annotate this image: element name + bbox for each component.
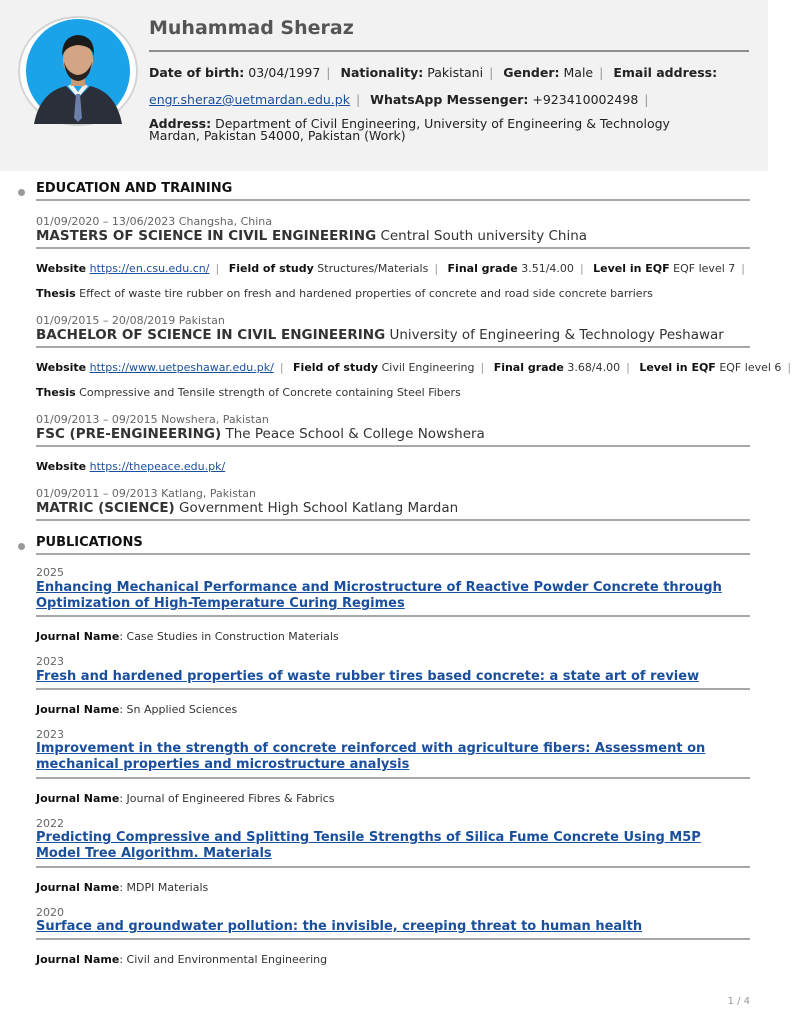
education-institution: University of Engineering & Technology Peshawar (389, 327, 724, 343)
publication-journal: Journal Name: MDPI Materials (36, 881, 209, 894)
candidate-name: Muhammad Sheraz (149, 17, 354, 39)
personal-info-line-1: Date of birth: 03/04/1997 | Nationality: Pakistani | Gender: Male | Email address: (149, 65, 718, 80)
publications-section-title: PUBLICATIONS (36, 535, 143, 550)
education-details: Website https://www.uetpeshawar.edu.pk/ | Field of study Civil Engineering | Final grade 3.68/4.00 | Level in EQF EQF level 6 | (36, 361, 792, 374)
journal-value: MDPI Materials (126, 881, 209, 894)
entry-divider (36, 247, 750, 249)
journal-label: Journal Name (36, 953, 120, 966)
field-label: Field of study (228, 262, 314, 275)
publication-title-link[interactable]: Fresh and hardened properties of waste rubber tires based concrete: a state art of review (36, 669, 700, 684)
education-title (36, 327, 724, 343)
journal-value: Sn Applied Sciences (126, 703, 238, 716)
address-label: Address: (149, 116, 212, 131)
education-degree: MATRIC (SCIENCE) (36, 500, 175, 516)
whatsapp-label: WhatsApp Messenger: (370, 92, 529, 107)
education-institution: Central South university China (380, 228, 588, 244)
page-number: 1 / 4 (727, 996, 750, 1007)
thesis-label: Thesis (36, 386, 76, 399)
entry-divider (36, 445, 750, 447)
journal-label: Journal Name (36, 703, 120, 716)
grade-label: Final grade (447, 262, 518, 275)
nationality-value: Pakistani (427, 65, 484, 80)
entry-divider (36, 519, 750, 521)
publication-year: 2023 (36, 655, 64, 668)
education-date: 01/09/2015 – 20/08/2019 Pakistan (36, 314, 225, 327)
section-bullet (18, 543, 25, 550)
field-label: Field of study (293, 361, 379, 374)
education-degree: BACHELOR OF SCIENCE IN CIVIL ENGINEERING (36, 327, 386, 343)
education-degree: FSC (PRE-ENGINEERING) (36, 426, 222, 442)
website-label: Website (36, 262, 87, 275)
publication-title-link[interactable]: Improvement in the strength of concrete reinforced with agriculture fibers: Assessment on mechanical properties and microstructure analysis (36, 741, 706, 772)
profile-photo (18, 16, 138, 126)
entry-divider (36, 866, 750, 868)
journal-value: Civil and Environmental Engineering (126, 953, 328, 966)
thesis-value: Effect of waste tire rubber on fresh and hardened properties of concrete and road side concrete barriers (79, 287, 653, 300)
journal-label: Journal Name (36, 881, 120, 894)
eqf-value: EQF level 7 (673, 262, 736, 275)
education-thesis (36, 386, 461, 399)
publication-title-link[interactable]: Enhancing Mechanical Performance and Microstructure of Reactive Powder Concrete through Optimization of High-Temperature Curing Regimes (36, 580, 722, 611)
education-title (36, 500, 458, 516)
website-label: Website (36, 361, 87, 374)
personal-info-line-2: engr.sheraz@uetmardan.edu.pk | WhatsApp Messenger: +923410002498 | (149, 92, 649, 107)
grade-value: 3.68/4.00 (567, 361, 621, 374)
website-link[interactable]: https://en.csu.edu.cn/ (89, 262, 210, 275)
email-link[interactable]: engr.sheraz@uetmardan.edu.pk (149, 92, 350, 107)
website-label: Website (36, 460, 87, 473)
publication-year: 2025 (36, 566, 64, 579)
education-title (36, 228, 587, 244)
website-link[interactable]: https://www.uetpeshawar.edu.pk/ (89, 361, 274, 374)
publication-journal: Journal Name: Civil and Environmental Engineering (36, 953, 328, 966)
thesis-value: Compressive and Tensile strength of Concrete containing Steel Fibers (79, 386, 461, 399)
thesis-label: Thesis (36, 287, 76, 300)
education-institution: Government High School Katlang Mardan (179, 500, 459, 516)
eqf-value: EQF level 6 (719, 361, 782, 374)
education-date: 01/09/2013 – 09/2015 Nowshera, Pakistan (36, 413, 269, 426)
education-title (36, 426, 485, 442)
publication-year: 2022 (36, 817, 64, 830)
journal-label: Journal Name (36, 630, 120, 643)
entry-divider (36, 777, 750, 779)
publication-title-link[interactable]: Surface and groundwater pollution: the invisible, creeping threat to human health (36, 919, 643, 934)
publication-journal: Journal Name: Journal of Engineered Fibres & Fabrics (36, 792, 335, 805)
gender-value: Male (563, 65, 594, 80)
entry-divider (36, 346, 750, 348)
grade-label: Final grade (493, 361, 564, 374)
journal-value: Journal of Engineered Fibres & Fabrics (126, 792, 335, 805)
section-divider (36, 553, 750, 555)
education-date: 01/09/2020 – 13/06/2023 Changsha, China (36, 215, 272, 228)
eqf-label: Level in EQF (593, 262, 670, 275)
education-date: 01/09/2011 – 09/2013 Katlang, Pakistan (36, 487, 256, 500)
profile-photo-image (20, 18, 136, 124)
field-value: Civil Engineering (381, 361, 475, 374)
entry-divider (36, 688, 750, 690)
education-thesis (36, 287, 653, 300)
section-divider (36, 199, 750, 201)
journal-label: Journal Name (36, 792, 120, 805)
publication-journal: Journal Name: Sn Applied Sciences (36, 703, 238, 716)
education-institution: The Peace School & College Nowshera (225, 426, 485, 442)
education-details (36, 460, 225, 473)
nationality-label: Nationality: (340, 65, 424, 80)
name-divider (149, 50, 749, 52)
dob-label: Date of birth: (149, 65, 245, 80)
publication-title-link[interactable]: Predicting Compressive and Splitting Tensile Strengths of Silica Fume Concrete Using M5P Model Tree Algorithm. Materials (36, 830, 701, 861)
education-degree: MASTERS OF SCIENCE IN CIVIL ENGINEERING (36, 228, 377, 244)
grade-value: 3.51/4.00 (521, 262, 574, 275)
profile-header (0, 0, 768, 171)
education-section-title: EDUCATION AND TRAINING (36, 181, 233, 196)
dob-value: 03/04/1997 (248, 65, 321, 80)
publication-year: 2023 (36, 728, 64, 741)
section-bullet (18, 189, 25, 196)
eqf-label: Level in EQF (639, 361, 716, 374)
whatsapp-value: +923410002498 (532, 92, 639, 107)
entry-divider (36, 938, 750, 940)
website-link[interactable]: https://thepeace.edu.pk/ (89, 460, 226, 473)
email-label: Email address: (613, 65, 718, 80)
education-details: Website https://en.csu.edu.cn/ | Field of study Structures/Materials | Final grade 3.51/4.00 | Level in EQF EQF level 7 | (36, 262, 745, 275)
entry-divider (36, 615, 750, 617)
address (149, 118, 709, 142)
publication-journal: Journal Name: Case Studies in Construction Materials (36, 630, 339, 643)
field-value: Structures/Materials (317, 262, 429, 275)
gender-label: Gender: (503, 65, 560, 80)
journal-value: Case Studies in Construction Materials (126, 630, 339, 643)
publication-year: 2020 (36, 906, 64, 919)
address-value: Department of Civil Engineering, University of Engineering & Technology Mardan, Pakistan 54000, Pakistan (Work) (149, 116, 670, 143)
